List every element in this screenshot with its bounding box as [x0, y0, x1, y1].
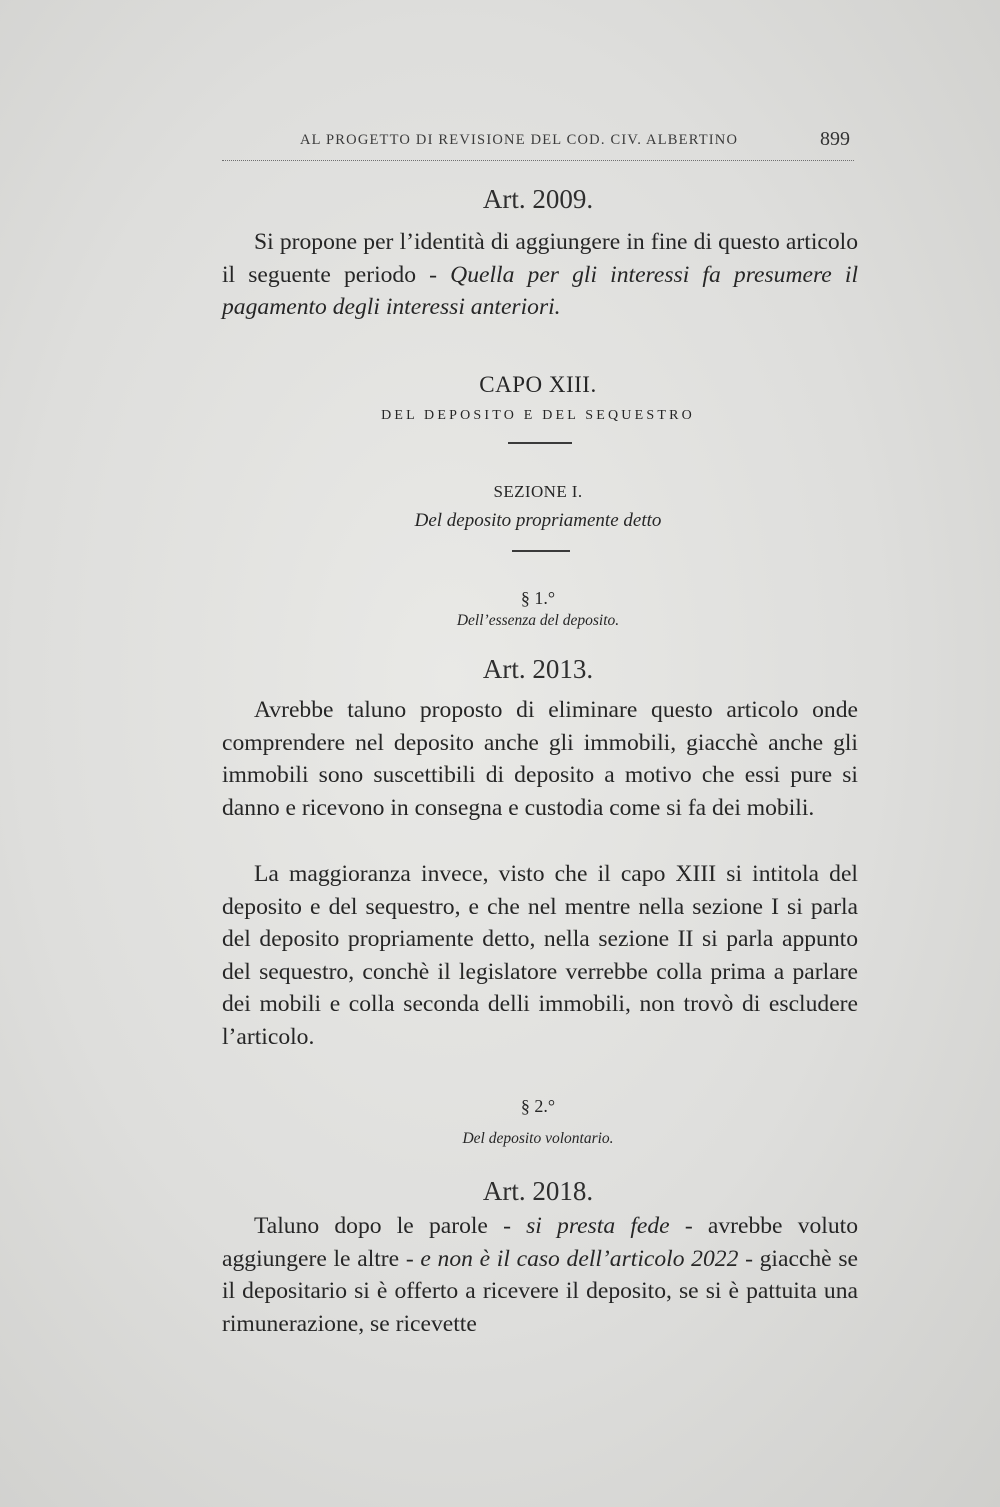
section-divider	[512, 550, 570, 552]
paragraph-2-title: § 2.°	[520, 1096, 556, 1116]
running-header	[222, 126, 854, 161]
article-2009-text-plain: Si propone per l’identità di aggiungere in fine di questo articolo il seguente periodo -	[222, 229, 858, 288]
article-2009-text-italic: Quella per gli interessi fa presumere il pagamento degli interessi anteriori.	[222, 261, 858, 320]
article-2018-italic-2: e non è il caso dell’articolo 2022	[420, 1245, 739, 1272]
section-divider	[508, 442, 572, 444]
sezione-title: SEZIONE I.	[493, 482, 583, 501]
article-2018-heading: Art. 2018.	[482, 1176, 594, 1206]
paragraph-1-subtitle: Dell’essenza del deposito.	[456, 612, 620, 629]
page-number: 899	[820, 128, 850, 150]
article-2009-heading: Art. 2009.	[482, 184, 594, 214]
article-2018-text	[222, 1210, 858, 1340]
paragraph-1-title: § 1.°	[520, 588, 556, 608]
capo-subtitle: DEL DEPOSITO E DEL SEQUESTRO	[381, 408, 695, 423]
article-2018-text-1: Taluno dopo le parole -	[254, 1213, 527, 1239]
article-2013-para-2-text: La maggioranza invece, visto che il capo XIII si intitola del deposito e del sequestro, e che nel mentre nella sezione I si parla del deposito propriamente detto, nella sezione II si parla appunto del sequestro, conchè il legislatore verrebbe colla prima a parlare dei mobili e colla seconda delli immobili, non trovò di escludere l’articolo.	[222, 861, 858, 1050]
article-2013-heading: Art. 2013.	[482, 654, 594, 684]
paragraph-2-subtitle: Del deposito volontario.	[462, 1130, 614, 1147]
sezione-subtitle: Del deposito propriamente detto	[414, 510, 662, 531]
article-2018-text-3: - giacchè se il depositario si è offerto a ricevere il deposito, se si è pattuita una rimunerazione, se ricevette	[222, 1245, 859, 1337]
article-2009-text	[222, 226, 858, 324]
capo-title: CAPO XIII.	[479, 372, 597, 397]
article-2018-italic-1: si presta fede	[526, 1213, 670, 1239]
article-2018-text-2: - avrebbe voluto aggiungere le altre -	[222, 1213, 859, 1272]
article-2013-para-1	[222, 694, 858, 824]
article-2013-para-1-text: Avrebbe taluno proposto di eliminare questo articolo onde comprendere nel deposito anche gli immobili, giacchè anche gli immobili sono suscettibili di deposito a motivo che essi pure si danno e ricevono in consegna e custodia come si fa dei mobili.	[222, 697, 858, 821]
article-2013-para-2	[222, 858, 858, 1053]
running-title: AL PROGETTO DI REVISIONE DEL COD. CIV. ALBERTINO	[300, 132, 739, 148]
